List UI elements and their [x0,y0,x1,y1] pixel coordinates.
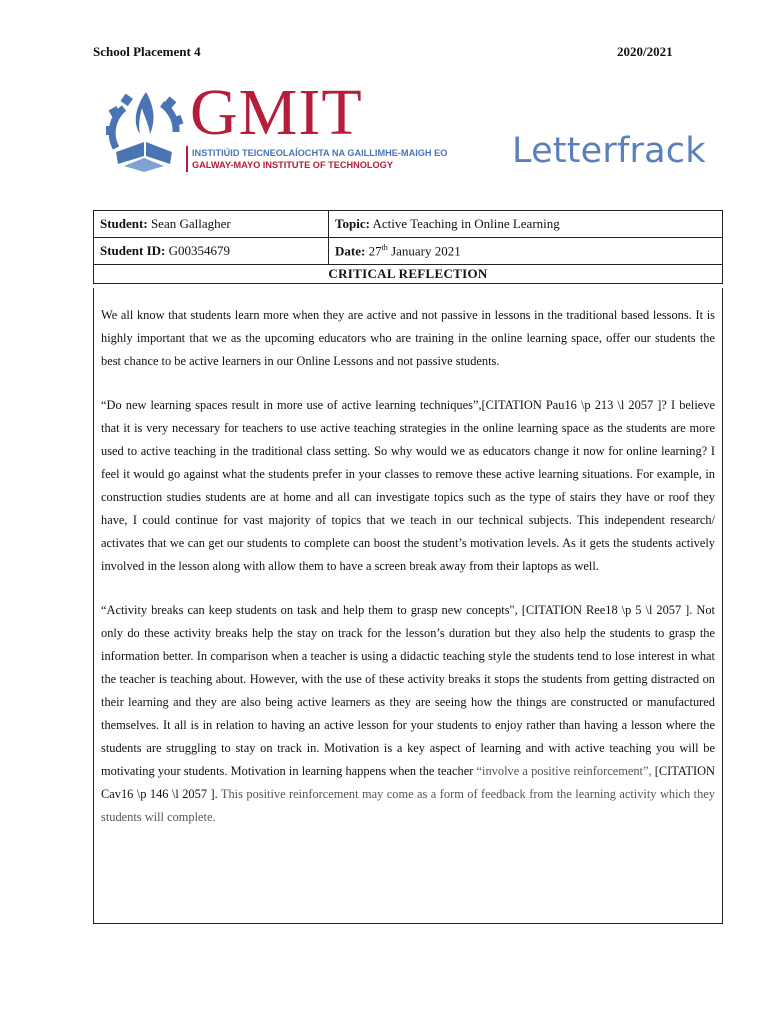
paragraph-3 [101,599,715,829]
logo-divider [186,146,188,172]
paragraph-3-end: This positive reinforcement may come as a form of feedback from the learning activity which they students will complete. [101,787,715,824]
gmit-english-name: GALWAY-MAYO INSTITUTE OF TECHNOLOGY [192,160,393,170]
student-id-cell [94,238,329,265]
student-name: Sean Gallagher [150,216,231,231]
paragraph-3-main: “Activity breaks can keep students on task and help them to grasp new concepts", [CITATION Ree18 \p 5 \l 2057 ]. Not only do these activity breaks help the stay on track for the lesson’s duration but they also help the students to grasp the information better. In comparison when a teacher is using a didactic teaching style the students tend to lose interest in what the teacher is teaching about. However, with the use of these activity breaks it stops the students from getting distracted on their learning and they are also being active learners as they are seeing how the things are constructed or manufactured themselves. It all is in relation to having an active lesson for your students to enjoy rather than having a lesson where the students are struggling to stay on track in. Motivation is a key aspect of learning and with active teaching you will be motivating your students. Motivation in learning happens when the teacher [101,603,715,778]
student-id-label: Student ID: [100,243,166,258]
date-cell [329,238,723,265]
date-rest: January 2021 [391,243,461,259]
topic-cell [329,211,723,238]
date-day: 27 [368,243,382,259]
student-cell [94,211,329,238]
topic-value: Active Teaching in Online Learning [372,216,560,231]
paragraph-3-citation: [CITATION Cav16 \p 146 \l 2057 ]. [101,764,716,801]
student-id-value: G00354679 [168,243,231,258]
student-label: Student: [100,216,148,231]
paragraph-2: “Do new learning spaces result in more use of active learning techniques”,[CITATION Pau16 \p 213 \l 2057 ]? I believe that it is very necessary for teachers to use active teaching strategies in the online learning space as the students are more used to active teaching in the traditional class setting. So why would we as educators change it now for online learning? I feel it would go against what the students prefer in your classes to remove these active learning situations. For example, in construction studies students are at home and all can investigate topics such as the type of stairs they have or roof they have, I could continue for vast majority of topics that we teach in our technical subjects. This independent research/ activates that we can get our students to complete can boost the student’s motivation levels. As it gets the students actively involved in the lesson along with allow them to have a screen break away from their laptops as well. [101,398,715,573]
gmit-wordmark: GMIT [190,76,363,149]
header-placement: School Placement 4 [93,44,201,59]
paragraph-1: We all know that students learn more when they are active and not passive in lessons in the traditional based lessons. It is highly important that we as the upcoming educators who are training in the online learning space, offer our students the best chance to be active learners in our Online Lessons and not passive students. [101,308,715,368]
paragraph-3-quote: “involve a positive reinforcement”, [476,764,655,778]
gmit-logo [104,76,454,178]
gmit-emblem-icon [104,86,188,176]
gmit-irish-name: INSTITIÚID TEICNEOLAÍOCHTA NA GAILLIMHE-MAIGH EO [192,148,448,158]
topic-label: Topic: [335,216,370,231]
info-row-title [94,265,723,284]
section-title: CRITICAL REFLECTION [94,265,723,284]
reflection-body [93,288,723,924]
letterfrack-logo: Letterfrack [512,131,706,171]
info-row-1 [94,211,723,238]
info-table [93,210,723,284]
info-row-2 [94,238,723,265]
header-year: 2020/2021 [617,44,673,59]
date-label: Date: [335,243,366,259]
date-suffix: th [381,242,388,252]
